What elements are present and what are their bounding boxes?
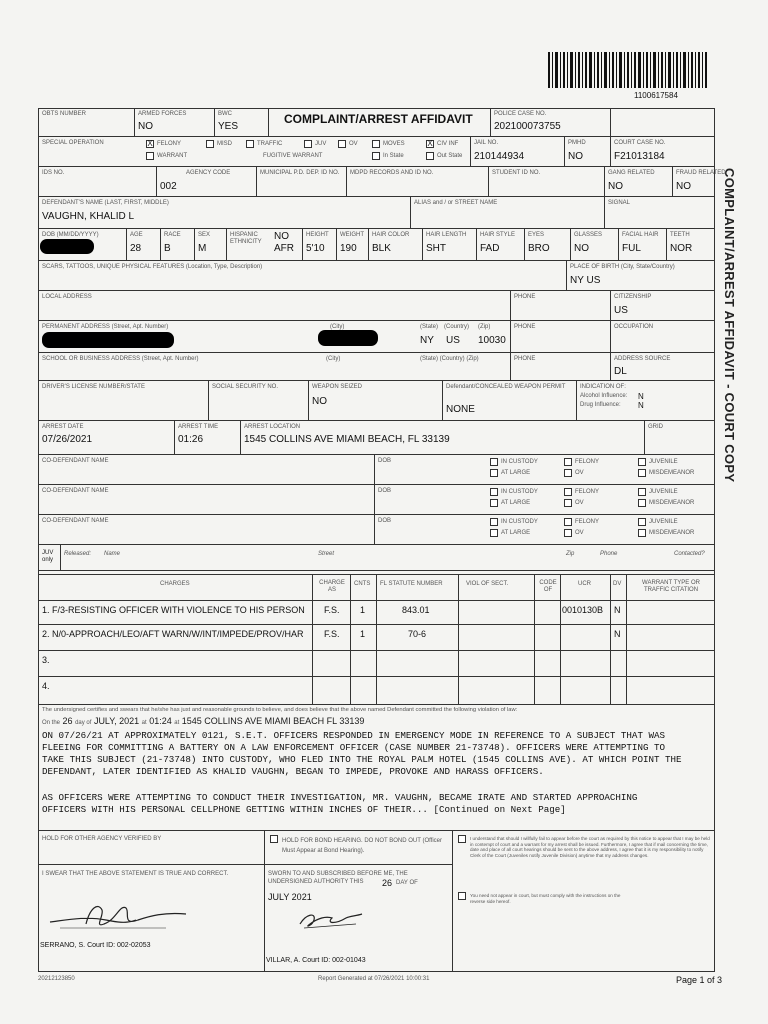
- student-label: STUDENT ID NO.: [492, 170, 541, 176]
- officer-signature: [46, 894, 196, 934]
- notary-signature: [296, 906, 376, 932]
- warrant-label: WARRANT: [157, 153, 188, 159]
- incident-line: On the 26 day of JULY, 2021 at 01:24 at 1545 COLLINS AVE MIAMI BEACH FL 33139: [42, 716, 365, 726]
- gang-label: GANG RELATED: [608, 170, 655, 176]
- weight-value: 190: [340, 243, 357, 254]
- height-value: 5'10: [306, 243, 325, 254]
- agency-value: 002: [160, 181, 177, 192]
- out-state-checkbox[interactable]: [426, 152, 434, 160]
- hold-bond-checkbox[interactable]: [270, 835, 278, 843]
- warrant-header: WARRANT TYPE OR TRAFFIC CITATION: [642, 580, 700, 593]
- viol-header: VIOL OF SECT.: [466, 581, 509, 587]
- hair-length-label: HAIR LENGTH: [426, 232, 467, 238]
- certify-text: The undersigned certifies and swears that he/she has just and reasonable grounds to believe, and does believe that the above named Defendant committed the following violation of law:: [42, 707, 518, 713]
- officer2-name: VILLAR, A. Court ID: 002-01043: [266, 957, 366, 964]
- city-redaction: [318, 330, 378, 346]
- perm-country-label: (Country): [444, 324, 470, 330]
- ids-label: IDS NO.: [42, 170, 65, 176]
- occupation-label: OCCUPATION: [614, 324, 654, 330]
- juv-street-label: Street: [318, 551, 335, 557]
- fugitive-label: FUGITIVE WARRANT: [263, 153, 323, 159]
- at-large-checkbox[interactable]: [490, 499, 498, 507]
- doc-id: 20212123850: [38, 976, 75, 982]
- school-label: SCHOOL OR BUSINESS ADDRESS (Street, Apt. Number): [42, 356, 199, 362]
- pob-value: NY US: [570, 275, 601, 286]
- school-state-label: (State) (Country) (Zip): [420, 356, 479, 362]
- dv-header: DV: [613, 581, 622, 587]
- teeth-label: TEETH: [670, 232, 690, 238]
- jail-value: 210144934: [474, 151, 525, 162]
- hispanic-label: HISPANIC ETHNICITY: [230, 232, 262, 245]
- armed-forces-value: NO: [138, 121, 153, 132]
- hispanic-value: NO: [274, 231, 289, 242]
- report-generated: Report Generated at 07/26/2021 10:00:31: [318, 976, 430, 982]
- juvenile-checkbox[interactable]: [638, 488, 646, 496]
- alcohol-value: N: [638, 392, 644, 401]
- juv-checkbox[interactable]: [304, 140, 312, 148]
- height-label: HEIGHT: [306, 232, 329, 238]
- facial-hair-label: FACIAL HAIR: [622, 232, 659, 238]
- perm-zip-label: (Zip): [478, 324, 491, 330]
- juv-phone-label: Phone: [600, 551, 618, 557]
- misdemeanor-checkbox[interactable]: [638, 529, 646, 537]
- permit-value: NONE: [446, 404, 475, 415]
- court-case-value: F21013184: [614, 151, 665, 162]
- misd-checkbox[interactable]: [206, 140, 214, 148]
- agency-label: AGENCY CODE: [186, 170, 231, 176]
- moves-label: MOVES: [383, 141, 405, 147]
- facial-hair-value: FUL: [622, 243, 641, 254]
- juvenile-checkbox[interactable]: [638, 518, 646, 526]
- ov-checkbox[interactable]: [338, 140, 346, 148]
- at-large-checkbox[interactable]: [490, 529, 498, 537]
- grid-label: GRID: [648, 424, 663, 430]
- felony-checkbox[interactable]: [564, 458, 572, 466]
- school-phone-label: PHONE: [514, 356, 536, 362]
- form-title: COMPLAINT/ARREST AFFIDAVIT: [284, 112, 473, 126]
- weight-label: WEIGHT: [340, 232, 364, 238]
- eyes-value: BRO: [528, 243, 550, 254]
- felony-label: FELONY: [157, 141, 182, 147]
- weapon-value: NO: [312, 396, 327, 407]
- misdemeanor-checkbox[interactable]: [638, 469, 646, 477]
- misdemeanor-checkbox[interactable]: [638, 499, 646, 507]
- misd-label: MISD: [217, 141, 232, 147]
- sworn-text: SWORN TO AND SUBSCRIBED BEFORE ME, THE UNDERSIGNED AUTHORITY THIS: [268, 871, 408, 885]
- officer1-name: SERRANO, S. Court ID: 002-02053: [40, 942, 151, 949]
- fraud-label: FRAUD RELATED: [676, 170, 726, 176]
- felony-checkbox[interactable]: X: [147, 139, 153, 148]
- ov-checkbox[interactable]: [564, 529, 572, 537]
- understand-checkbox[interactable]: [458, 835, 466, 843]
- page-number: Page 1 of 3: [676, 975, 723, 985]
- age-value: 28: [130, 243, 142, 254]
- barcode-number: 1100617584: [634, 91, 678, 100]
- obts-label: OBTS NUMBER: [42, 111, 87, 117]
- juv-label: JUV: [315, 141, 327, 147]
- in-custody-checkbox[interactable]: [490, 488, 498, 496]
- mdpd-label: MDPD RECORDS AND ID NO.: [350, 170, 434, 176]
- sworn-month: JULY 2021: [268, 892, 312, 902]
- dob-label: DOB (MM/DD/YYYY): [42, 232, 99, 238]
- in-custody-checkbox[interactable]: [490, 458, 498, 466]
- juv-only-label: JUV only: [42, 550, 54, 563]
- local-address-label: LOCAL ADDRESS: [42, 294, 92, 300]
- addr-source-value: DL: [614, 366, 627, 377]
- ssn-label: SOCIAL SECURITY NO.: [212, 384, 279, 390]
- felony-checkbox[interactable]: [564, 518, 572, 526]
- hold-bond-text: HOLD FOR BOND HEARING. DO NOT BOND OUT (Officer Must Appear at Bond Hearing).: [282, 838, 443, 854]
- glasses-value: NO: [574, 243, 589, 254]
- jail-label: JAIL NO.: [474, 140, 499, 146]
- cnts-header: CNTS: [354, 581, 371, 587]
- juv-name-label: Name: [104, 551, 121, 557]
- sex-label: SEX: [198, 232, 211, 238]
- fraud-value: NO: [676, 181, 691, 192]
- ov-label: OV: [349, 141, 358, 147]
- drug-value: N: [638, 401, 644, 410]
- address-redaction: [42, 332, 174, 348]
- pmhd-value: NO: [568, 151, 583, 162]
- arrest-date-label: ARREST DATE: [42, 424, 84, 430]
- juv-zip-label: Zip: [566, 551, 575, 557]
- arrest-time-value: 01:26: [178, 434, 204, 445]
- ov-checkbox[interactable]: [564, 499, 572, 507]
- municipal-label: MUNICIPAL P.D. DEP. ID NO.: [260, 170, 340, 176]
- weapon-label: WEAPON SEIZED: [312, 384, 363, 390]
- hold-other-agency: HOLD FOR OTHER AGENCY VERIFIED BY: [42, 836, 162, 842]
- police-case-label: POLICE CASE NO.: [494, 111, 547, 117]
- juvenile-checkbox[interactable]: [638, 458, 646, 466]
- pmhd-label: PMHD: [568, 140, 586, 146]
- arrest-date-value: 07/26/2021: [42, 434, 93, 445]
- in-state-label: In State: [383, 153, 404, 159]
- perm-state-label: (State): [420, 324, 439, 330]
- dl-label: DRIVER'S LICENSE NUMBER/STATE: [42, 384, 145, 390]
- arrest-location-value: 1545 COLLINS AVE MIAMI BEACH, FL 33139: [244, 434, 450, 445]
- civ-inf-label: CIV INF: [437, 141, 459, 147]
- local-phone-label: PHONE: [514, 294, 536, 300]
- out-state-label: Out State: [437, 153, 463, 159]
- traffic-checkbox[interactable]: [246, 140, 254, 148]
- moves-checkbox[interactable]: [372, 140, 380, 148]
- ucr-header: UCR: [578, 581, 591, 587]
- barcode: [548, 52, 708, 90]
- age-label: AGE: [130, 232, 143, 238]
- warrant-checkbox[interactable]: [146, 152, 154, 160]
- in-state-checkbox[interactable]: [372, 152, 380, 160]
- hair-color-label: HAIR COLOR: [372, 232, 410, 238]
- scars-label: SCARS, TATTOOS, UNIQUE PHYSICAL FEATURES (Location, Type, Description): [42, 264, 263, 270]
- perm-city-label: (City): [330, 324, 345, 330]
- hair-style-value: FAD: [480, 243, 500, 254]
- signal-label: SIGNAL: [608, 200, 631, 206]
- day-of-label: DAY OF: [396, 880, 418, 886]
- statute-header: FL STATUTE NUMBER: [380, 581, 443, 587]
- refused-checkbox[interactable]: [458, 892, 466, 900]
- perm-country-value: US: [446, 335, 460, 346]
- citizenship-value: US: [614, 305, 628, 316]
- special-op-label: SPECIAL OPERATION: [42, 140, 104, 146]
- arrest-location-label: ARREST LOCATION: [244, 424, 301, 430]
- felony-checkbox[interactable]: [564, 488, 572, 496]
- alcohol-label: Alcohol Influence:: [580, 393, 628, 399]
- bwc-label: BWC: [218, 111, 232, 117]
- hair-color-value: BLK: [372, 243, 391, 254]
- drug-label: Drug Influence:: [580, 402, 621, 408]
- sex-value: M: [198, 243, 207, 254]
- defendant-name: VAUGHN, KHALID L: [42, 211, 135, 222]
- permit-label: Defendant/CONCEALED WEAPON PERMIT: [446, 384, 566, 390]
- court-case-label: COURT CASE NO.: [614, 140, 666, 146]
- refused-text: You need not appear in court, but must comply with the instructions on the reverse side hereof.: [470, 893, 621, 904]
- at-large-checkbox[interactable]: [490, 469, 498, 477]
- perm-phone-label: PHONE: [514, 324, 536, 330]
- addr-source-label: ADDRESS SOURCE: [614, 356, 671, 362]
- citizenship-label: CITIZENSHIP: [614, 294, 652, 300]
- school-city-label: (City): [326, 356, 341, 362]
- ov-checkbox[interactable]: [564, 469, 572, 477]
- charges-header: CHARGES: [160, 581, 190, 587]
- side-copy-label: COMPLAINT/ARREST AFFIDAVIT - COURT COPY: [722, 168, 737, 483]
- gang-value: NO: [608, 181, 623, 192]
- civ-inf-checkbox[interactable]: X: [427, 139, 433, 148]
- race-label: RACE: [164, 232, 181, 238]
- hair-style-label: HAIR STYLE: [480, 232, 516, 238]
- police-case-value: 202100073755: [494, 121, 561, 132]
- charge-as-header: CHARGE AS: [319, 580, 345, 593]
- perm-address-label: PERMANENT ADDRESS (Street, Apt. Number): [42, 324, 169, 330]
- race-value: B: [164, 243, 171, 254]
- traffic-label: TRAFFIC: [257, 141, 283, 147]
- arrest-time-label: ARREST TIME: [178, 424, 219, 430]
- glasses-label: GLASSES: [574, 232, 603, 238]
- juv-contacted-label: Contacted?: [674, 551, 705, 557]
- code-of-header: CODE OF: [539, 580, 557, 593]
- ethnicity-value: AFR: [274, 243, 294, 254]
- dob-redaction: [40, 239, 94, 254]
- perm-state-value: NY: [420, 335, 434, 346]
- indication-label: INDICATION OF:: [580, 384, 626, 390]
- eyes-label: EYES: [528, 232, 545, 238]
- alias-label: ALIAS and / or STREET NAME: [414, 200, 498, 206]
- understand-text: I understand that should I willfully fail to appear before the court as required by this notice to appear that I may be held in contempt of court and a warrant for my arrest shall be issued. Furthermore, I agree that if mail concerning the time, date and place of all court hearings should be sent to the above address, I agree that it is my responsibility to notify Clerk of the Court (Juveniles notify Juvenile Division) anytime that my address changes.: [470, 836, 710, 858]
- swear-text: I SWEAR THAT THE ABOVE STATEMENT IS TRUE AND CORRECT.: [42, 871, 229, 877]
- juv-released-label: Released:: [64, 551, 92, 557]
- pob-label: PLACE OF BIRTH (City, State/Country): [570, 264, 675, 270]
- in-custody-checkbox[interactable]: [490, 518, 498, 526]
- sworn-day: 26: [382, 878, 393, 888]
- hair-length-value: SHT: [426, 243, 446, 254]
- teeth-value: NOR: [670, 243, 693, 254]
- bwc-value: YES: [218, 121, 239, 132]
- perm-zip-value: 10030: [478, 335, 506, 346]
- armed-forces-label: ARMED FORCES: [138, 111, 187, 117]
- name-label: DEFENDANT'S NAME (LAST, FIRST, MIDDLE): [42, 200, 169, 206]
